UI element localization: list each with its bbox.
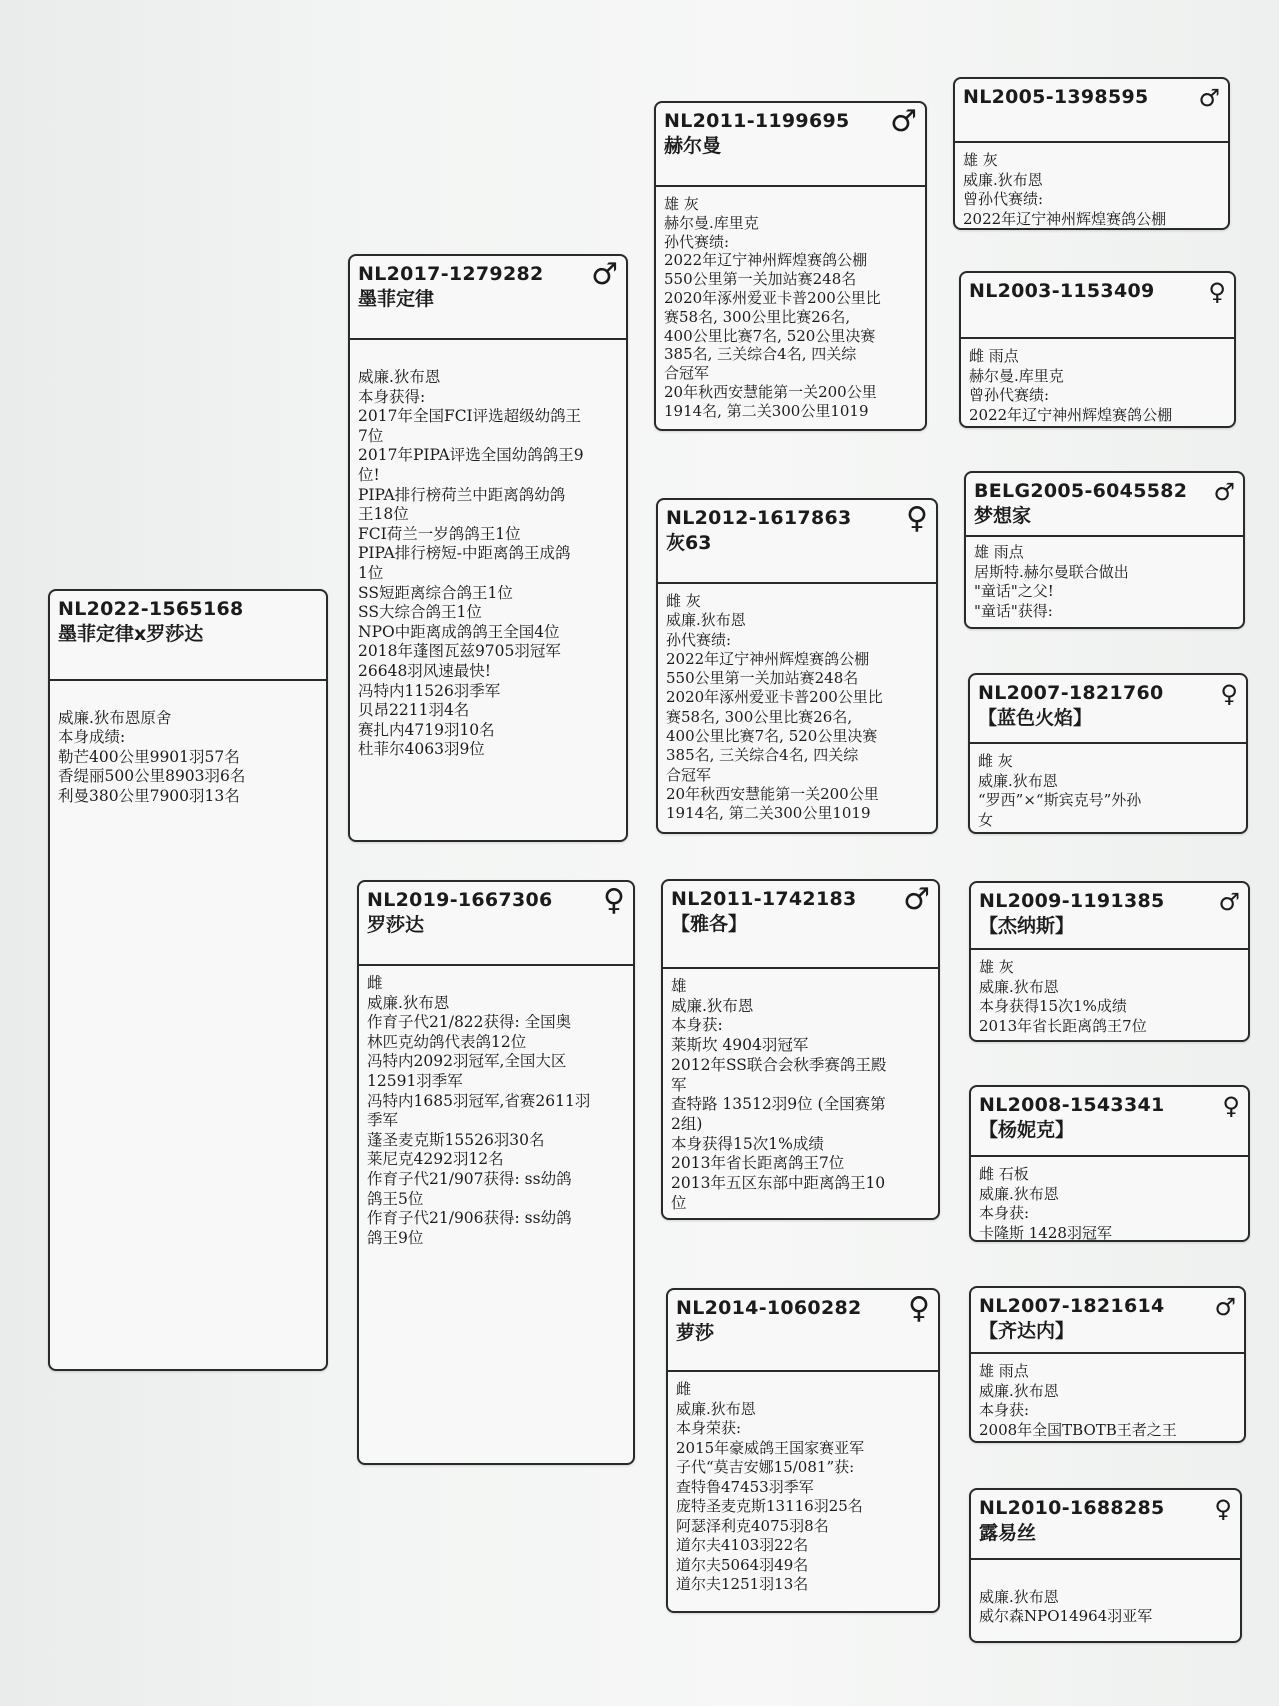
card-details: [970, 744, 1246, 830]
ring-number: NL2003-1153409: [969, 280, 1155, 302]
detail-line: 阿瑟泽利克4075羽8名: [676, 1516, 829, 1535]
detail-line: 合冠军: [664, 364, 710, 383]
detail-line: 赛58名, 300公里比赛26名,: [664, 307, 851, 326]
detail-line: 利曼380公里7900羽13名: [58, 786, 240, 805]
male-icon: ♂: [1218, 888, 1240, 916]
ring-number: BELG2005-6045582: [974, 480, 1188, 502]
detail-line: 鸽王9位: [367, 1228, 424, 1247]
pigeon-name: 罗莎达: [367, 914, 425, 936]
ring-number: NL2017-1279282: [358, 263, 544, 285]
card-details: [971, 950, 1248, 1036]
detail-line: 400公里比赛7名, 520公里决赛: [664, 326, 876, 345]
detail-line: 本身获:: [671, 1016, 723, 1035]
detail-line: [979, 1568, 1232, 1588]
detail-line: 王18位: [358, 505, 409, 524]
male-icon: ♂: [591, 257, 618, 292]
sire-sire-card: [654, 101, 927, 431]
detail-line: 26648羽风速最快!: [358, 661, 492, 680]
detail-line: 查特路 13512羽9位 (全国赛第: [671, 1095, 886, 1114]
pigeon-name: 【杰纳斯】: [979, 915, 1075, 937]
detail-line: 雄: [671, 977, 687, 995]
detail-line: 威廉.狄布恩: [666, 611, 746, 630]
detail-line: FCI荷兰一岁鸽鸽王1位: [358, 524, 521, 543]
detail-line: 庞特圣麦克斯13116羽25名: [676, 1497, 863, 1515]
detail-line: 12591羽季军: [367, 1071, 463, 1090]
detail-line: 550公里第一关加站赛248名: [664, 270, 857, 289]
detail-line: 本身成绩:: [58, 728, 126, 747]
detail-line: 雄 雨点: [974, 543, 1024, 561]
detail-line: 385名, 三关综合4名, 四关综: [664, 345, 857, 364]
detail-line: 位!: [358, 465, 380, 484]
male-icon: ♂: [1198, 84, 1220, 112]
detail-line: 雌 石板: [979, 1165, 1029, 1183]
ring-number: NL2012-1617863: [666, 507, 852, 529]
card-details: [658, 584, 936, 824]
card-details: [656, 187, 925, 421]
ring-number: NL2019-1667306: [367, 889, 553, 911]
detail-line: 本身获得15次1%成绩: [979, 997, 1127, 1015]
detail-line: 莱斯坎 4904羽冠军: [671, 1036, 809, 1055]
pigeon-name: 【雅各】: [671, 913, 748, 935]
female-icon: ♀: [603, 883, 625, 918]
pigeon-name: 墨菲定律: [358, 288, 435, 310]
detail-line: 2018年蓬图瓦兹9705羽冠军: [358, 642, 561, 661]
ring-number: NL2007-1821760: [978, 682, 1164, 704]
detail-line: 2022年辽宁神州辉煌赛鸽公棚: [969, 405, 1173, 424]
detail-line: 威廉.狄布恩: [978, 771, 1058, 790]
ddd-card: [969, 1488, 1242, 1643]
detail-line: 作育子代21/822获得: 全国奥: [367, 1013, 572, 1032]
ring-number: NL2007-1821614: [979, 1295, 1165, 1317]
detail-line: 孙代赛绩:: [666, 630, 732, 649]
detail-line: "童话"之父!: [974, 582, 1054, 600]
detail-line: 赫尔曼.库里克: [664, 213, 759, 232]
pigeon-name: 【杨妮克】: [979, 1119, 1075, 1141]
female-icon: ♀: [908, 1291, 930, 1326]
detail-line: SS大综合鸽王1位: [358, 603, 482, 622]
detail-line: 本身获:: [979, 1204, 1030, 1222]
female-icon: ♀: [906, 501, 928, 536]
detail-line: 女: [978, 810, 994, 829]
detail-line: 1914名, 第二关300公里1019: [664, 401, 869, 420]
male-icon: ♂: [903, 882, 930, 917]
detail-line: 杜菲尔4063羽9位: [358, 740, 485, 759]
dsd-card: [969, 1085, 1250, 1242]
detail-line: PIPA排行榜短-中距离鸽王成鸽: [358, 544, 571, 563]
detail-line: 作育子代21/906获得: ss幼鸽: [367, 1209, 572, 1228]
detail-line: 威尔森NPO14964羽亚军: [979, 1607, 1153, 1625]
detail-line: 2015年豪威鸽王国家赛亚军: [676, 1438, 865, 1457]
detail-line: 威廉.狄布恩: [979, 1587, 1059, 1606]
detail-line: 居斯特.赫尔曼联合做出: [974, 562, 1129, 581]
detail-line: 20年秋西安慧能第一关200公里: [664, 382, 877, 401]
detail-line: 威廉.狄布恩: [367, 993, 450, 1012]
female-icon: ♀: [1214, 1495, 1232, 1523]
detail-line: 军: [671, 1075, 687, 1094]
sds-card: [964, 471, 1245, 629]
pigeon-name: 露易丝: [979, 1522, 1037, 1544]
detail-line: 雄 灰: [963, 151, 998, 169]
card-details: [50, 681, 326, 807]
detail-line: 2组): [671, 1114, 703, 1133]
detail-line: 雄 雨点: [979, 1362, 1029, 1380]
detail-line: 威廉.狄布恩: [676, 1399, 756, 1418]
detail-line: 道尔夫5064羽49名: [676, 1555, 809, 1574]
sire-dam-card: [656, 498, 938, 834]
ring-number: NL2008-1543341: [979, 1094, 1165, 1116]
detail-line: 雌: [367, 974, 383, 992]
detail-line: SS短距离综合鸽王1位: [358, 583, 513, 602]
detail-line: 雌 雨点: [969, 347, 1019, 365]
male-icon: ♂: [1214, 1293, 1236, 1321]
detail-line: 威廉.狄布恩原舍: [58, 708, 172, 727]
detail-line: 勒芒400公里9901羽57名: [58, 747, 240, 766]
detail-line: 2020年涿州爱亚卡普200公里比: [664, 288, 881, 307]
detail-line: 道尔夫1251羽13名: [676, 1575, 809, 1593]
detail-line: 蓬圣麦克斯15526羽30名: [367, 1130, 545, 1149]
ring-number: NL2011-1199695: [664, 110, 850, 132]
card-details: [955, 143, 1228, 229]
male-icon: ♂: [890, 104, 917, 139]
detail-line: 孙代赛绩:: [664, 232, 730, 251]
detail-line: 赛58名, 300公里比赛26名,: [666, 707, 853, 726]
detail-line: 雄 灰: [664, 195, 699, 213]
card-details: [663, 969, 938, 1213]
sire-card: [348, 254, 628, 842]
detail-line: 道尔夫4103羽22名: [676, 1536, 809, 1554]
detail-line: 威廉.狄布恩: [979, 1184, 1059, 1203]
detail-line: 曾孙代赛绩:: [963, 190, 1044, 208]
detail-line: 本身获得:: [358, 387, 426, 406]
detail-line: 查特鲁47453羽季军: [676, 1477, 814, 1496]
card-details: [971, 1157, 1248, 1242]
detail-line: 2022年辽宁神州辉煌赛鸽公棚: [664, 251, 868, 270]
detail-line: 1位: [358, 563, 384, 582]
card-details: [668, 1372, 938, 1595]
pigeon-name: 【蓝色火焰】: [978, 707, 1093, 729]
detail-line: 冯特内1685羽冠军,省赛2611羽: [367, 1091, 591, 1110]
detail-line: NPO中距离成鸽鸽王全国4位: [358, 622, 560, 641]
detail-line: 位: [671, 1193, 687, 1212]
detail-line: 2022年辽宁神州辉煌赛鸽公棚: [666, 649, 870, 668]
ring-number: NL2009-1191385: [979, 890, 1165, 912]
detail-line: 2017年PIPA评选全国幼鸽鸽王9: [358, 446, 584, 465]
detail-line: 本身荣获:: [676, 1419, 742, 1437]
detail-line: 卡隆斯 1428羽冠军: [979, 1223, 1112, 1242]
card-details: [966, 537, 1243, 621]
detail-line: [58, 689, 318, 709]
detail-line: 20年秋西安慧能第一关200公里: [666, 784, 879, 803]
detail-line: 林匹克幼鸽代表鸽12位: [367, 1032, 527, 1051]
detail-line: 2017年全国FCI评选超级幼鸽王: [358, 407, 582, 426]
detail-line: 贝昂2211羽4名: [358, 701, 470, 720]
detail-line: 合冠军: [666, 765, 712, 784]
ring-number: NL2014-1060282: [676, 1297, 862, 1319]
dam-card: [357, 880, 635, 1465]
detail-line: 2008年全国TBOTB王者之王: [979, 1420, 1177, 1439]
detail-line: 本身获得15次1%成绩: [671, 1134, 824, 1153]
detail-line: 2022年辽宁神州辉煌赛鸽公棚: [963, 209, 1167, 228]
card-details: [350, 340, 626, 760]
card-details: [971, 1354, 1244, 1440]
card-details: [359, 966, 633, 1248]
detail-line: 本身获:: [979, 1401, 1030, 1419]
female-icon: ♀: [1222, 1092, 1240, 1120]
detail-line: 威廉.狄布恩: [358, 368, 441, 386]
detail-line: 赛扎内4719羽10名: [358, 720, 495, 739]
detail-line: 2020年涿州爱亚卡普200公里比: [666, 688, 883, 707]
pigeon-name: 灰63: [666, 532, 712, 554]
detail-line: 威廉.狄布恩: [979, 977, 1059, 996]
card-details: [961, 339, 1234, 425]
dds-card: [969, 1286, 1246, 1443]
detail-line: 400公里比赛7名, 520公里决赛: [666, 727, 878, 746]
detail-line: “罗西”×“斯宾克号”外孙: [978, 791, 1142, 809]
detail-line: 冯特内2092羽冠军,全国大区: [367, 1052, 567, 1071]
detail-line: 2013年省长距离鸽王7位: [979, 1016, 1147, 1035]
pigeon-name: 墨菲定律x罗莎达: [58, 623, 204, 645]
detail-line: 威廉.狄布恩: [671, 996, 754, 1015]
subject-card: [48, 589, 328, 1371]
detail-line: 莱尼克4292羽12名: [367, 1150, 504, 1169]
detail-line: 2012年SS联合会秋季赛鸽王殿: [671, 1055, 887, 1074]
pigeon-name: 【齐达内】: [979, 1320, 1075, 1342]
sss-card: [953, 77, 1230, 230]
pigeon-name: 梦想家: [974, 505, 1032, 527]
detail-line: 550公里第一关加站赛248名: [666, 669, 859, 688]
ssd-card: [959, 271, 1236, 428]
detail-line: 威廉.狄布恩: [979, 1381, 1059, 1400]
detail-line: 作育子代21/907获得: ss幼鸽: [367, 1169, 572, 1188]
detail-line: 鸽王5位: [367, 1189, 424, 1208]
detail-line: 赫尔曼.库里克: [969, 366, 1064, 385]
detail-line: 2013年五区东部中距离鸽王10: [671, 1174, 886, 1193]
card-details: [971, 1560, 1240, 1627]
detail-line: 子代“莫吉安娜15/081”获:: [676, 1458, 855, 1476]
detail-line: 385名, 三关综合4名, 四关综: [666, 746, 859, 765]
detail-line: PIPA排行榜荷兰中距离鸽幼鸽: [358, 485, 566, 504]
detail-line: 曾孙代赛绩:: [969, 386, 1050, 404]
ring-number: NL2005-1398595: [963, 86, 1149, 108]
detail-line: 季军: [367, 1111, 399, 1130]
detail-line: 雌 灰: [978, 752, 1013, 770]
pigeon-name: 萝莎: [676, 1322, 715, 1344]
male-icon: ♂: [1213, 478, 1235, 506]
dam-dam-card: [666, 1288, 940, 1613]
dam-sire-card: [661, 879, 940, 1220]
ring-number: NL2011-1742183: [671, 888, 857, 910]
detail-line: 雄 灰: [979, 958, 1014, 976]
sdd-card: [968, 673, 1248, 834]
female-icon: ♀: [1208, 278, 1226, 306]
sex-icon: [308, 595, 318, 625]
detail-line: 威廉.狄布恩: [963, 170, 1043, 189]
detail-line: 雌: [676, 1380, 692, 1398]
detail-line: 7位: [358, 426, 384, 445]
detail-line: 香缇丽500公里8903羽6名: [58, 767, 246, 786]
detail-line: "童话"获得:: [974, 601, 1053, 620]
ring-number: NL2022-1565168: [58, 598, 244, 620]
dss-card: [969, 881, 1250, 1042]
detail-line: 雌 灰: [666, 592, 701, 610]
pigeon-name: 赫尔曼: [664, 135, 722, 157]
female-icon: ♀: [1220, 680, 1238, 708]
detail-line: 2013年省长距离鸽王7位: [671, 1154, 845, 1173]
ring-number: NL2010-1688285: [979, 1497, 1165, 1519]
detail-line: 冯特内11526羽季军: [358, 681, 501, 700]
detail-line: 1914名, 第二关300公里1019: [666, 804, 871, 823]
